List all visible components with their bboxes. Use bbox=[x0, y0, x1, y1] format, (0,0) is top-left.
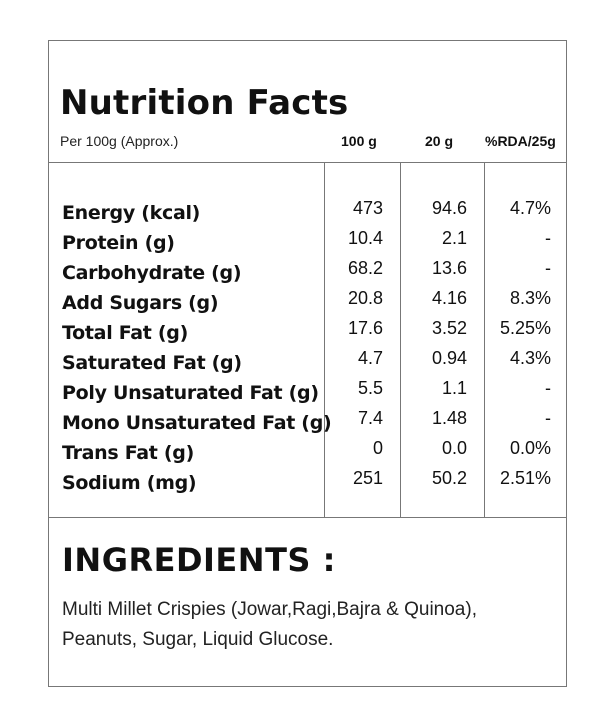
column-header-20g: 20 g bbox=[425, 133, 454, 149]
value-100g: 5.5 bbox=[357, 378, 383, 398]
nutrient-name: Protein (g) bbox=[62, 232, 175, 254]
nutrient-table bbox=[49, 198, 566, 498]
value-rda: 0.0% bbox=[509, 438, 551, 458]
value-100g: 4.7 bbox=[357, 348, 383, 368]
value-100g: 20.8 bbox=[347, 288, 383, 308]
nutrient-name: Poly Unsaturated Fat (g) bbox=[62, 382, 319, 404]
value-100g: 68.2 bbox=[347, 258, 383, 278]
value-rda: 4.3% bbox=[509, 348, 551, 368]
value-20g: 3.52 bbox=[431, 318, 467, 338]
ingredients-text: Multi Millet Crispies (Jowar,Ragi,Bajra & Quinoa), Peanuts, Sugar, Liquid Glucose. bbox=[62, 599, 477, 650]
value-100g: 473 bbox=[352, 198, 383, 218]
value-rda: 2.51% bbox=[499, 468, 551, 488]
column-header-rda: %RDA/25g bbox=[485, 133, 556, 149]
value-100g: 17.6 bbox=[347, 318, 383, 338]
nutrient-row bbox=[49, 318, 566, 348]
value-20g: 50.2 bbox=[431, 468, 467, 488]
nutrition-title: Nutrition Facts bbox=[60, 83, 349, 123]
serving-basis-label: Per 100g (Approx.) bbox=[60, 133, 179, 149]
nutrient-row bbox=[49, 348, 566, 378]
ingredients-divider bbox=[49, 517, 566, 518]
nutrient-row bbox=[49, 228, 566, 258]
value-100g: 251 bbox=[352, 468, 383, 488]
value-100g: 7.4 bbox=[357, 408, 383, 428]
ingredients-heading: INGREDIENTS : bbox=[62, 541, 336, 579]
value-20g: 0.94 bbox=[431, 348, 467, 368]
value-rda: - bbox=[545, 378, 551, 398]
value-rda: 5.25% bbox=[499, 318, 551, 338]
value-20g: 2.1 bbox=[441, 228, 467, 248]
nutrient-name: Energy (kcal) bbox=[62, 202, 201, 224]
value-20g: 94.6 bbox=[431, 198, 467, 218]
nutrient-row bbox=[49, 408, 566, 438]
value-20g: 1.1 bbox=[441, 378, 467, 398]
nutrient-name: Sodium (mg) bbox=[62, 472, 197, 494]
value-20g: 0.0 bbox=[441, 438, 467, 458]
value-rda: 4.7% bbox=[509, 198, 551, 218]
nutrient-row bbox=[49, 378, 566, 408]
header-divider bbox=[49, 162, 566, 163]
nutrition-panel bbox=[48, 40, 567, 687]
value-20g: 4.16 bbox=[431, 288, 467, 308]
value-100g: 0 bbox=[372, 438, 383, 458]
value-100g: 10.4 bbox=[347, 228, 383, 248]
nutrient-name: Add Sugars (g) bbox=[62, 292, 219, 314]
value-rda: 8.3% bbox=[509, 288, 551, 308]
value-rda: - bbox=[545, 408, 551, 428]
nutrient-row bbox=[49, 468, 566, 498]
column-header-100g: 100 g bbox=[341, 133, 377, 149]
nutrient-row bbox=[49, 288, 566, 318]
nutrient-row bbox=[49, 258, 566, 288]
nutrient-name: Carbohydrate (g) bbox=[62, 262, 242, 284]
nutrient-name: Total Fat (g) bbox=[62, 322, 188, 344]
value-20g: 1.48 bbox=[431, 408, 467, 428]
value-rda: - bbox=[545, 228, 551, 248]
nutrient-name: Saturated Fat (g) bbox=[62, 352, 242, 374]
nutrient-name: Trans Fat (g) bbox=[62, 442, 194, 464]
nutrient-row bbox=[49, 198, 566, 228]
nutrient-row bbox=[49, 438, 566, 468]
value-rda: - bbox=[545, 258, 551, 278]
nutrient-name: Mono Unsaturated Fat (g) bbox=[62, 412, 332, 434]
value-20g: 13.6 bbox=[431, 258, 467, 278]
